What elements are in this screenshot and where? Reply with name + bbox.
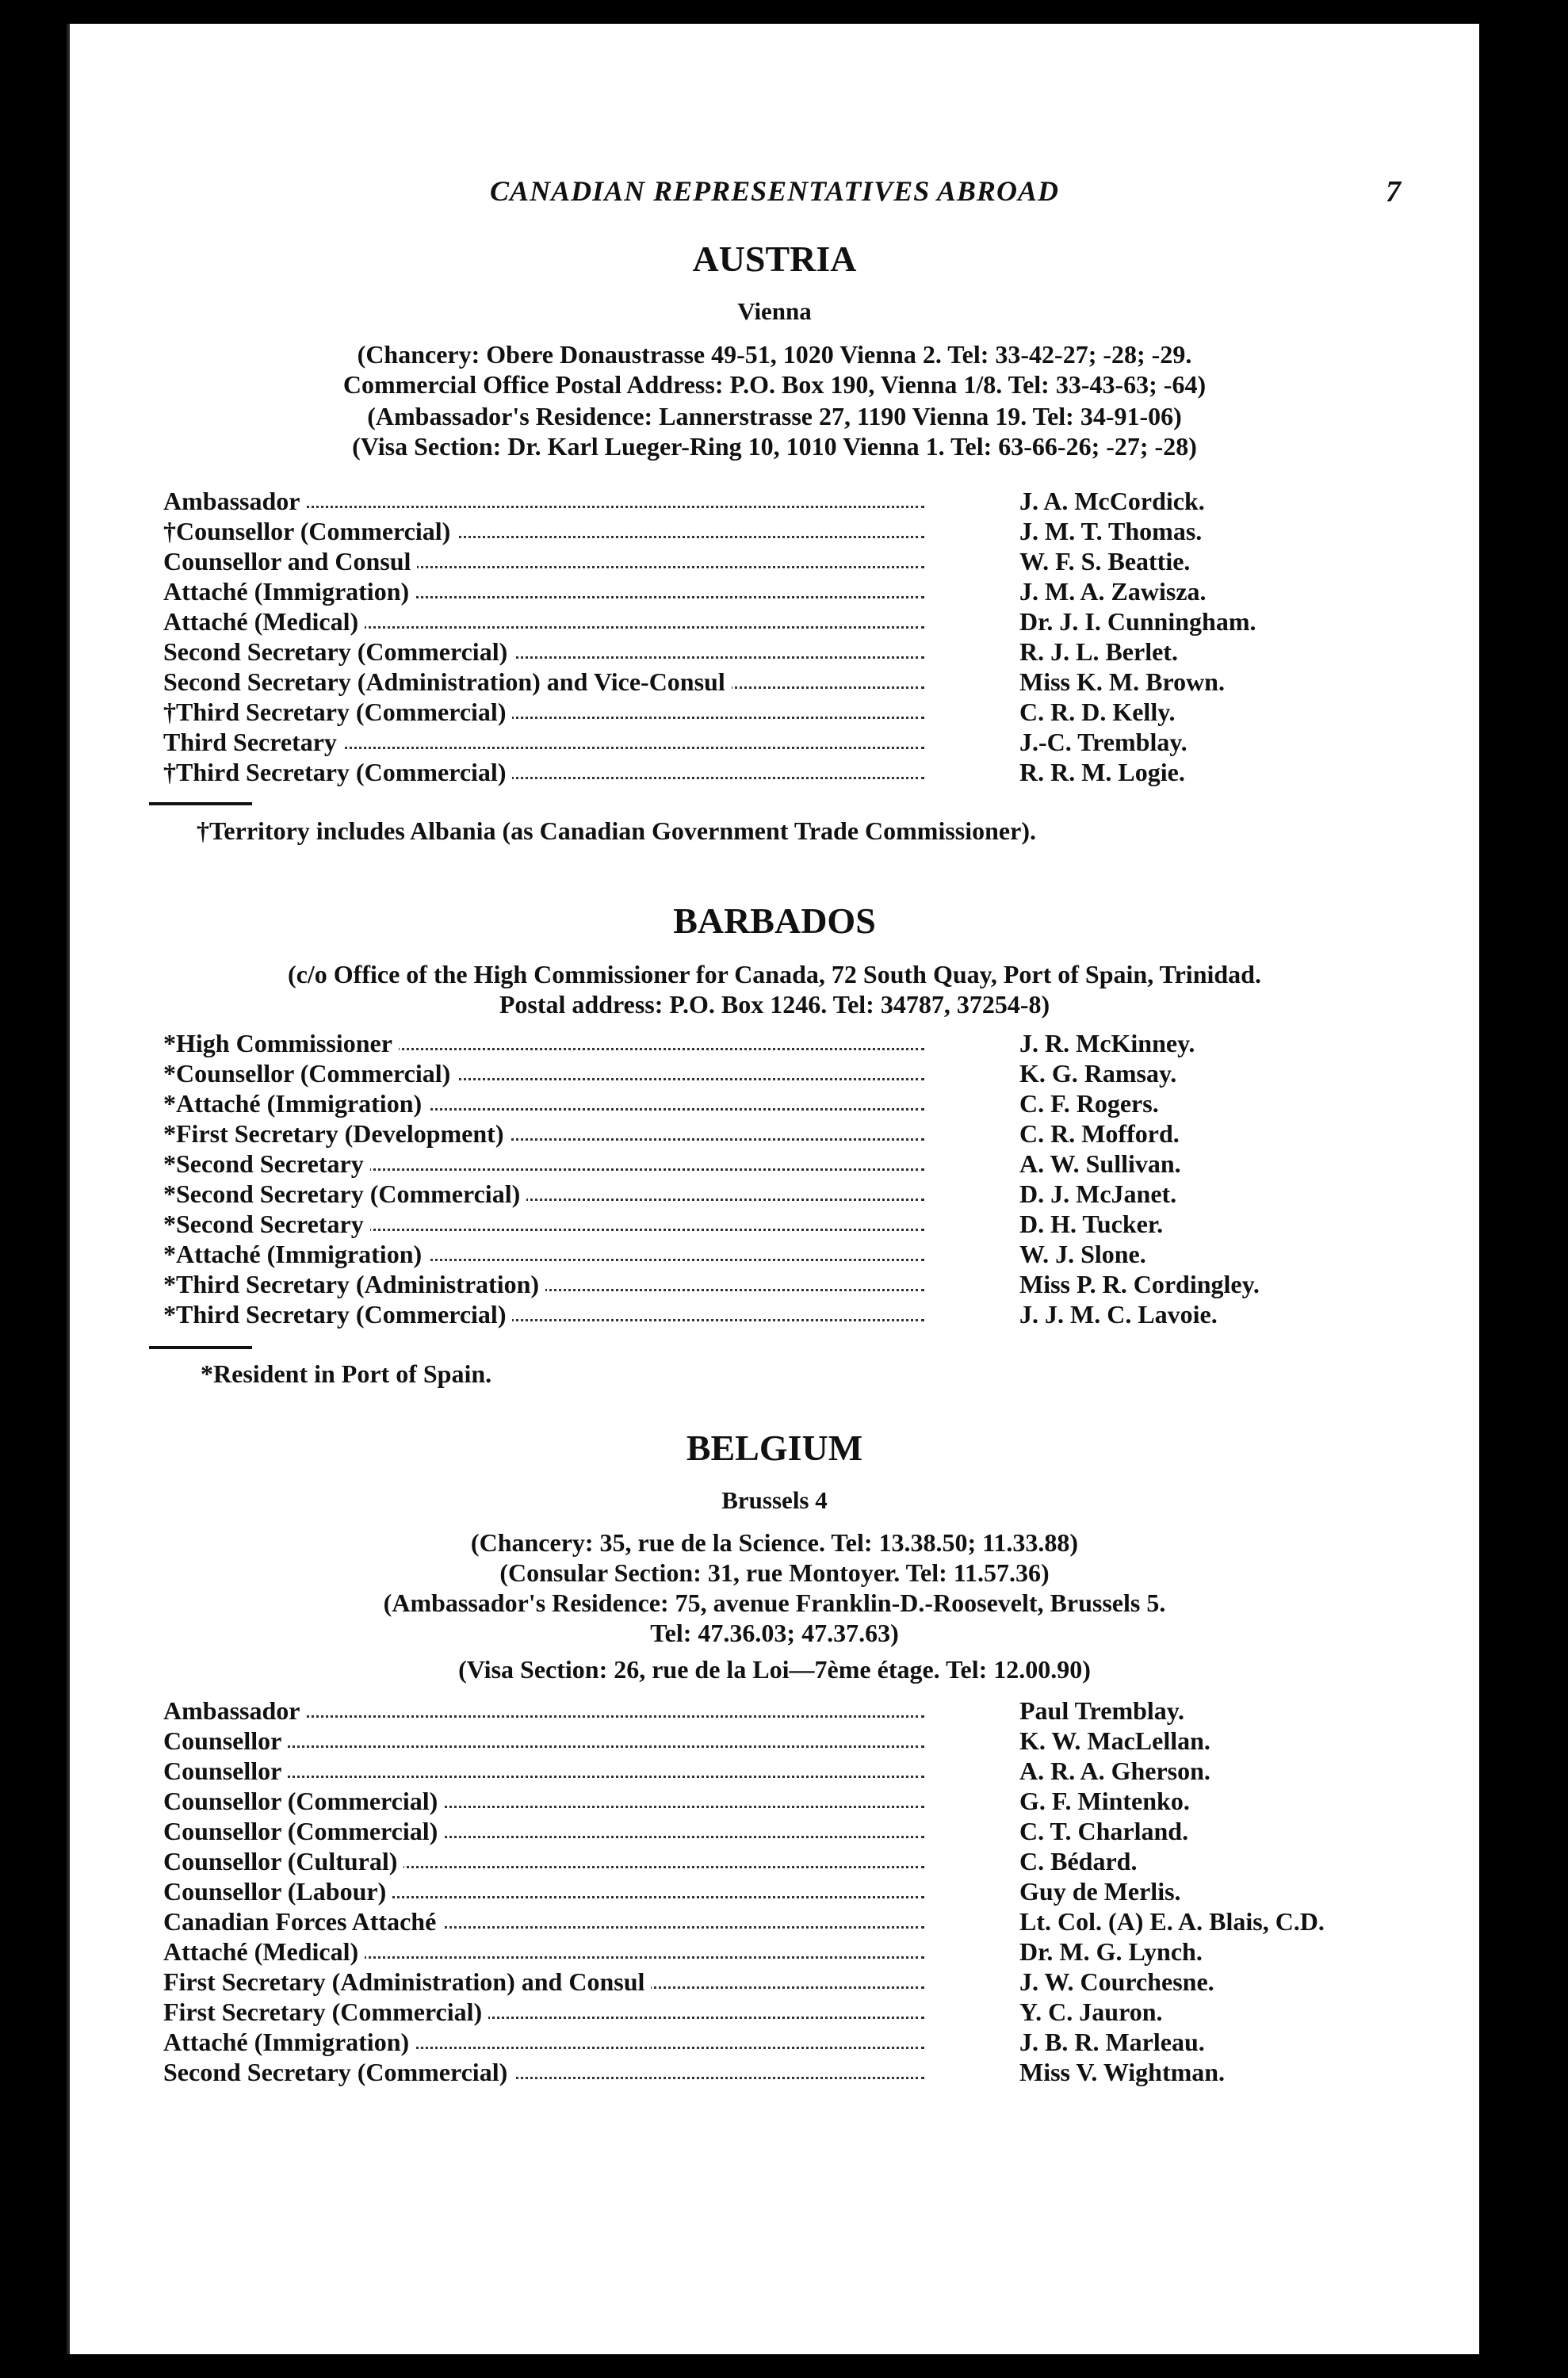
staff-row	[163, 517, 1400, 547]
staff-title: †Counsellor (Commercial)	[163, 517, 457, 545]
address-line: (Visa Section: Dr. Karl Lueger-Ring 10, 1010 Vienna 1. Tel: 63-66-26; -27; -28)	[352, 432, 1197, 461]
staff-row	[163, 1907, 1400, 1937]
address-block-austria	[70, 339, 1479, 461]
staff-row	[163, 758, 1400, 788]
staff-title: Counsellor (Commercial)	[163, 1817, 444, 1845]
staff-title: Counsellor (Cultural)	[163, 1847, 403, 1875]
staff-name: Miss V. Wightman.	[1019, 2058, 1226, 2086]
staff-title: Ambassador	[163, 1696, 306, 1725]
staff-name: C. Bédard.	[1019, 1847, 1138, 1875]
staff-row	[163, 1787, 1400, 1817]
staff-list-barbados	[163, 1029, 1400, 1330]
staff-row	[163, 2028, 1400, 2058]
staff-row	[163, 637, 1400, 667]
staff-row	[163, 1726, 1400, 1757]
staff-name: A. R. A. Gherson.	[1019, 1757, 1210, 1785]
staff-list-belgium	[163, 1696, 1400, 2088]
staff-title: *Second Secretary	[163, 1149, 370, 1178]
staff-title: *Third Secretary (Administration)	[163, 1270, 545, 1298]
staff-row	[163, 1240, 1400, 1270]
staff-name: Y. C. Jauron.	[1019, 1998, 1163, 2026]
staff-row	[163, 1937, 1400, 1967]
staff-row	[163, 1696, 1400, 1726]
staff-title: Second Secretary (Commercial)	[163, 2058, 514, 2086]
staff-name: W. J. Slone.	[1019, 1240, 1146, 1268]
staff-name: Miss P. R. Cordingley.	[1019, 1270, 1260, 1298]
staff-name: Dr. M. G. Lynch.	[1019, 1937, 1203, 1966]
staff-row	[163, 1270, 1400, 1300]
staff-row	[163, 728, 1400, 758]
staff-title: Second Secretary (Administration) and Vice-Consul	[163, 667, 732, 696]
document-page	[70, 24, 1479, 2354]
staff-title: *High Commissioner	[163, 1029, 399, 1057]
country-heading-belgium: BELGIUM	[686, 1428, 863, 1468]
staff-title: *First Secretary (Development)	[163, 1119, 510, 1148]
staff-row	[163, 1300, 1400, 1330]
staff-title: Attaché (Immigration)	[163, 2028, 415, 2056]
staff-row	[163, 1877, 1400, 1907]
staff-title: †Third Secretary (Commercial)	[163, 758, 512, 786]
country-heading-austria: AUSTRIA	[692, 239, 857, 279]
staff-name: D. J. McJanet.	[1019, 1179, 1177, 1208]
staff-name: D. H. Tucker.	[1019, 1210, 1164, 1238]
staff-row	[163, 1089, 1400, 1119]
city-brussels: Brussels 4	[721, 1486, 828, 1514]
staff-name: J. M. T. Thomas.	[1019, 517, 1203, 545]
address-line: (Consular Section: 31, rue Montoyer. Tel: 11.57.36)	[499, 1558, 1050, 1587]
staff-name: Miss K. M. Brown.	[1019, 667, 1225, 696]
staff-title: Counsellor	[163, 1757, 288, 1785]
address-line: Tel: 47.36.03; 47.37.63)	[650, 1619, 899, 1647]
staff-row	[163, 607, 1400, 637]
staff-name: Guy de Merlis.	[1019, 1877, 1181, 1906]
staff-title: Attaché (Medical)	[163, 607, 365, 636]
staff-name: J. M. A. Zawisza.	[1019, 577, 1207, 606]
footnote-austria: †Territory includes Albania (as Canadian Government Trade Commissioner).	[197, 816, 1036, 845]
staff-name: J. A. McCordick.	[1019, 487, 1205, 515]
address-line: (Chancery: 35, rue de la Science. Tel: 13.38.50; 11.33.88)	[470, 1528, 1079, 1557]
footnote-rule	[149, 802, 252, 805]
staff-title: Counsellor (Labour)	[163, 1877, 392, 1906]
staff-name: J. R. McKinney.	[1019, 1029, 1195, 1057]
staff-name: J. J. M. C. Lavoie.	[1019, 1300, 1218, 1329]
staff-row	[163, 1179, 1400, 1210]
staff-title: *Attaché (Immigration)	[163, 1240, 428, 1268]
staff-name: A. W. Sullivan.	[1019, 1149, 1181, 1178]
staff-row	[163, 1059, 1400, 1089]
staff-row	[163, 1210, 1400, 1240]
staff-title: Third Secretary	[163, 728, 343, 756]
staff-name: G. F. Mintenko.	[1019, 1787, 1190, 1815]
staff-name: J. B. R. Marleau.	[1019, 2028, 1205, 2056]
staff-name: C. R. Mofford.	[1019, 1119, 1180, 1148]
staff-title: First Secretary (Commercial)	[163, 1998, 488, 2026]
address-line: (Chancery: Obere Donaustrasse 49-51, 1020 Vienna 2. Tel: 33-42-27; -28; -29.	[357, 340, 1192, 369]
page-number: 7	[1386, 175, 1401, 208]
staff-list-austria	[163, 487, 1400, 788]
staff-name: Paul Tremblay.	[1019, 1696, 1185, 1725]
footnote-barbados: *Resident in Port of Spain.	[201, 1359, 492, 1388]
staff-title: Counsellor	[163, 1726, 288, 1755]
staff-name: J. W. Courchesne.	[1019, 1967, 1214, 1996]
address-line: (c/o Office of the High Commissioner for Canada, 72 South Quay, Port of Spain, Trinidad.	[288, 960, 1261, 988]
address-line: Commercial Office Postal Address: P.O. Box 190, Vienna 1/8. Tel: 33-43-63; -64)	[342, 370, 1207, 399]
staff-name: R. R. M. Logie.	[1019, 758, 1185, 786]
staff-title: Attaché (Immigration)	[163, 577, 415, 606]
country-heading-barbados: BARBADOS	[673, 900, 876, 941]
city-vienna: Vienna	[737, 297, 812, 325]
staff-row	[163, 1998, 1400, 2028]
staff-name: K. G. Ramsay.	[1019, 1059, 1177, 1088]
staff-title: *Attaché (Immigration)	[163, 1089, 428, 1118]
address-line: (Visa Section: 26, rue de la Loi—7ème étage. Tel: 12.00.90)	[458, 1655, 1091, 1684]
staff-row	[163, 1119, 1400, 1149]
staff-title: Counsellor (Commercial)	[163, 1787, 444, 1815]
staff-name: R. J. L. Berlet.	[1019, 637, 1178, 666]
footnote-rule	[149, 1346, 252, 1349]
staff-row	[163, 698, 1400, 728]
address-line: Postal address: P.O. Box 1246. Tel: 34787, 37254-8)	[499, 990, 1050, 1019]
staff-title: *Second Secretary	[163, 1210, 370, 1238]
address-line: (Ambassador's Residence: Lannerstrasse 27, 1190 Vienna 19. Tel: 34-91-06)	[367, 402, 1182, 430]
staff-row	[163, 1847, 1400, 1877]
address-block-barbados	[70, 959, 1479, 1019]
staff-row	[163, 547, 1400, 577]
staff-row	[163, 2058, 1400, 2088]
staff-title: Attaché (Medical)	[163, 1937, 365, 1966]
staff-name: C. R. D. Kelly.	[1019, 698, 1176, 726]
staff-name: Lt. Col. (A) E. A. Blais, C.D.	[1019, 1907, 1325, 1936]
staff-title: *Third Secretary (Commercial)	[163, 1300, 512, 1329]
staff-name: C. T. Charland.	[1019, 1817, 1189, 1845]
staff-name: Dr. J. I. Cunningham.	[1019, 607, 1256, 636]
staff-row	[163, 1757, 1400, 1787]
running-header: CANADIAN REPRESENTATIVES ABROAD	[490, 175, 1059, 207]
staff-row	[163, 1029, 1400, 1059]
staff-title: First Secretary (Administration) and Consul	[163, 1967, 651, 1996]
staff-title: *Counsellor (Commercial)	[163, 1059, 457, 1088]
staff-name: C. F. Rogers.	[1019, 1089, 1159, 1118]
staff-title: Second Secretary (Commercial)	[163, 637, 514, 666]
staff-row	[163, 1817, 1400, 1847]
staff-title: *Second Secretary (Commercial)	[163, 1179, 526, 1208]
staff-name: K. W. MacLellan.	[1019, 1726, 1210, 1755]
staff-row	[163, 577, 1400, 607]
staff-title: †Third Secretary (Commercial)	[163, 698, 512, 726]
staff-title: Counsellor and Consul	[163, 547, 417, 575]
staff-row	[163, 1967, 1400, 1998]
staff-title: Canadian Forces Attaché	[163, 1907, 442, 1936]
staff-row	[163, 667, 1400, 698]
address-block-belgium	[70, 1527, 1479, 1684]
address-line: (Ambassador's Residence: 75, avenue Franklin-D.-Roosevelt, Brussels 5.	[383, 1589, 1166, 1617]
staff-title: Ambassador	[163, 487, 306, 515]
staff-row	[163, 487, 1400, 517]
staff-row	[163, 1149, 1400, 1179]
staff-name: J.-C. Tremblay.	[1019, 728, 1187, 756]
staff-name: W. F. S. Beattie.	[1019, 547, 1191, 575]
